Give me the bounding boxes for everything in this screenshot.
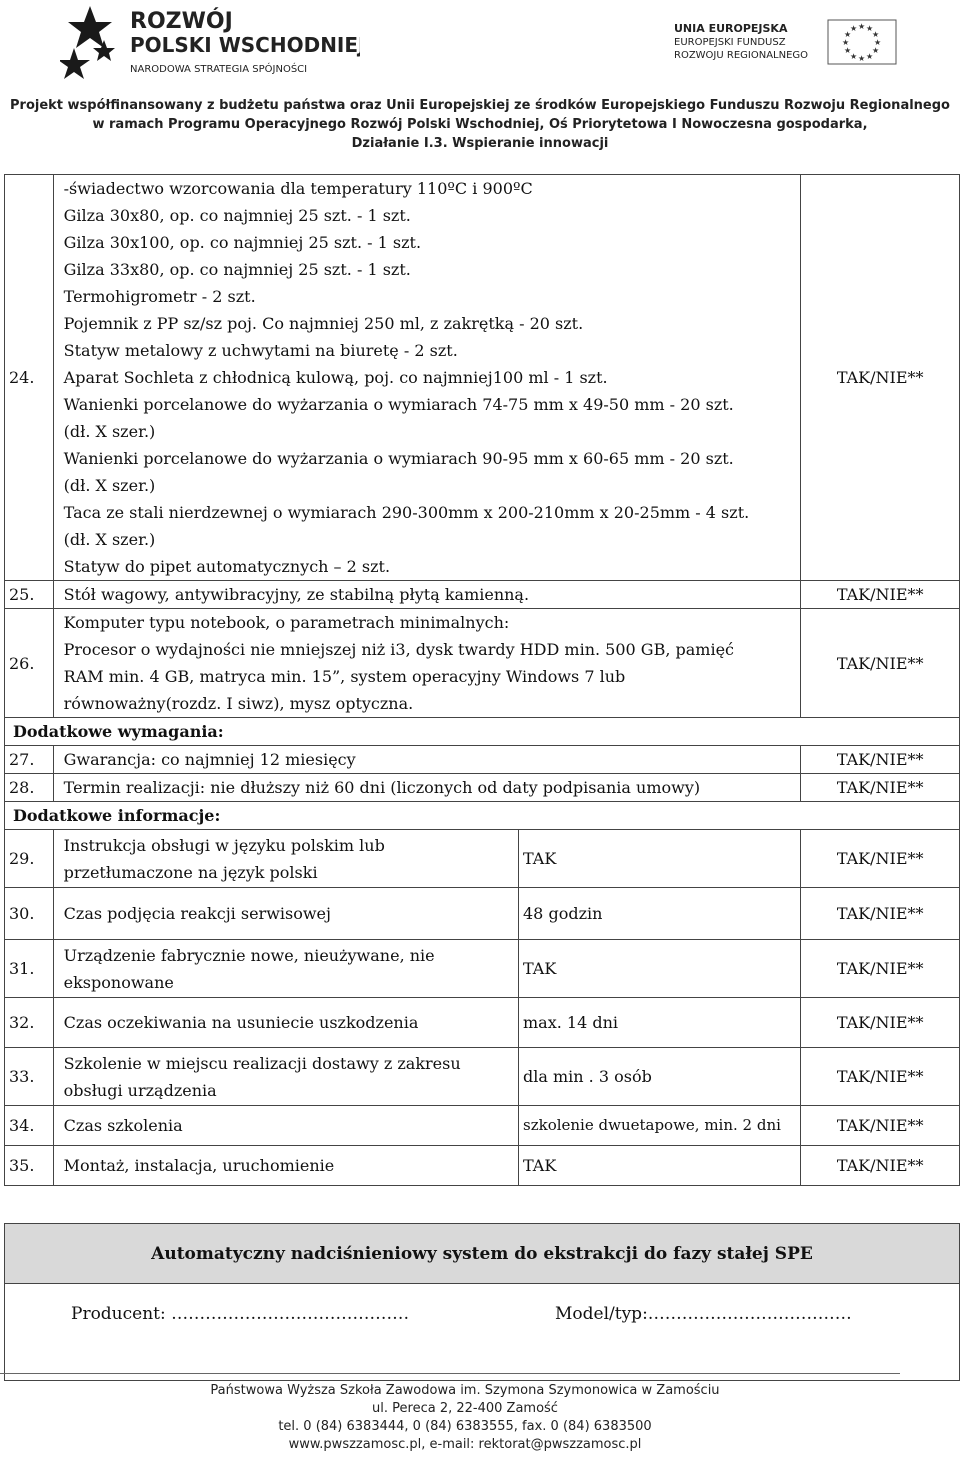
footer-line: Państwowa Wyższa Szkoła Zawodowa im. Szymona Szymonowica w Zamościu <box>210 1383 720 1398</box>
table-row <box>5 830 960 888</box>
table-row <box>5 746 960 774</box>
row-number: 24. <box>5 175 54 581</box>
svg-text:★: ★ <box>874 38 882 47</box>
svg-text:★: ★ <box>858 22 866 31</box>
table-row <box>5 1146 960 1186</box>
row-text: Instrukcja obsługi w języku polskim lub przetłumaczone na język polski <box>53 830 518 888</box>
list-item: Termohigrometr - 2 szt. <box>63 287 256 306</box>
row-number: 26. <box>5 609 54 718</box>
section-heading: Dodatkowe informacje: <box>5 802 960 830</box>
project-line: Projekt współfinansowany z budżetu państwa oraz Unii Europejskiej ze środków Europejskiego Funduszu Rozwoju Regionalnego <box>10 98 950 113</box>
answer-cell: TAK/NIE** <box>801 746 960 774</box>
row-text: Szkolenie w miejscu realizacji dostawy z zakresu obsługi urządzenia <box>53 1048 518 1106</box>
row-number: 25. <box>5 581 54 609</box>
list-item: Wanienki porcelanowe do wyżarzania o wymiarach 90-95 mm x 60-65 mm - 20 szt. <box>63 449 734 468</box>
row-number: 32. <box>5 998 54 1048</box>
row-text: Termin realizacji: nie dłuższy niż 60 dni (liczonych od daty podpisania umowy) <box>53 774 801 802</box>
list-item: (dł. X szer.) <box>63 422 156 441</box>
table-row <box>5 1048 960 1106</box>
answer-cell: TAK/NIE** <box>801 998 960 1048</box>
answer-cell: TAK/NIE** <box>801 1048 960 1106</box>
table-row <box>5 802 960 830</box>
list-item: Aparat Sochleta z chłodnicą kulową, poj. co najmniej100 ml - 1 szt. <box>63 368 608 387</box>
row-value: TAK <box>519 830 801 888</box>
list-item: Komputer typu notebook, o parametrach minimalnych: <box>63 613 510 632</box>
row-items <box>53 175 801 581</box>
eu-flag-icon <box>828 20 896 64</box>
answer-cell: TAK/NIE** <box>801 1146 960 1186</box>
svg-text:★: ★ <box>850 52 858 61</box>
system-title: Automatyczny nadciśnieniowy system do ekstrakcji do fazy stałej SPE <box>5 1224 959 1284</box>
row-number: 29. <box>5 830 54 888</box>
answer-cell: TAK/NIE** <box>801 940 960 998</box>
list-item: Procesor o wydajności nie mniejszej niż i3, dysk twardy HDD min. 500 GB, pamięć <box>63 640 735 659</box>
row-number: 35. <box>5 1146 54 1186</box>
footer <box>0 1382 930 1454</box>
table-row <box>5 175 960 581</box>
row-items <box>53 609 801 718</box>
row-number: 28. <box>5 774 54 802</box>
svg-text:★: ★ <box>844 30 852 39</box>
stars-mark-icon <box>60 6 115 79</box>
footer-line: www.pwszzamosc.pl, e-mail: rektorat@pwszzamosc.pl <box>288 1437 642 1452</box>
svg-text:★: ★ <box>872 30 880 39</box>
answer-cell: TAK/NIE** <box>801 1106 960 1146</box>
table-row <box>5 1106 960 1146</box>
spec-table <box>4 174 960 1186</box>
table-row <box>5 581 960 609</box>
row-value: 48 godzin <box>519 888 801 940</box>
project-line: Działanie I.3. Wspieranie innowacji <box>351 136 609 151</box>
logo-line2: POLSKI WSCHODNIEJ <box>130 33 360 57</box>
list-item: Pojemnik z PP sz/sz poj. Co najmniej 250 ml, z zakrętką - 20 szt. <box>63 314 584 333</box>
table-row <box>5 940 960 998</box>
svg-text:EUROPEJSKI FUNDUSZ: EUROPEJSKI FUNDUSZ <box>674 37 786 48</box>
list-item: równoważny(rozdz. I siwz), mysz optyczna. <box>63 694 414 713</box>
list-item: (dł. X szer.) <box>63 476 156 495</box>
svg-text:★: ★ <box>866 52 874 61</box>
table-row <box>5 609 960 718</box>
svg-text:★: ★ <box>844 46 852 55</box>
row-text: Gwarancja: co najmniej 12 miesięcy <box>53 746 801 774</box>
footer-line: tel. 0 (84) 6383444, 0 (84) 6383555, fax. 0 (84) 6383500 <box>278 1419 652 1434</box>
footer-divider <box>0 1373 900 1374</box>
answer-cell: TAK/NIE** <box>801 581 960 609</box>
rozwoj-polski-wschodniej-logo <box>60 4 360 80</box>
list-item: Statyw do pipet automatycznych – 2 szt. <box>63 557 391 576</box>
list-item: Statyw metalowy z uchwytami na biuretę - 2 szt. <box>63 341 458 360</box>
row-text: Czas oczekiwania na usuniecie uszkodzenia <box>53 998 518 1048</box>
table-row <box>5 774 960 802</box>
list-item: Wanienki porcelanowe do wyżarzania o wymiarach 74-75 mm x 49-50 mm - 20 szt. <box>63 395 734 414</box>
list-item: Gilza 33x80, op. co najmniej 25 szt. - 1 szt. <box>63 260 411 279</box>
model-field: Model/typ:……………………………… <box>555 1304 852 1324</box>
row-text: Urządzenie fabrycznie nowe, nieużywane, nie eksponowane <box>53 940 518 998</box>
row-number: 31. <box>5 940 54 998</box>
row-value: dla min . 3 osób <box>519 1048 801 1106</box>
table-row <box>5 888 960 940</box>
svg-text:★: ★ <box>842 38 850 47</box>
row-value: max. 14 dni <box>519 998 801 1048</box>
unia-europejska-logo <box>670 18 900 68</box>
row-number: 34. <box>5 1106 54 1146</box>
svg-text:★: ★ <box>866 24 874 33</box>
list-item: Gilza 30x100, op. co najmniej 25 szt. - 1 szt. <box>63 233 422 252</box>
svg-text:★: ★ <box>858 54 866 63</box>
list-item: RAM min. 4 GB, matryca min. 15”, system operacyjny Windows 7 lub <box>63 667 626 686</box>
table-row <box>5 998 960 1048</box>
producer-field: Producent: …………………………………… <box>71 1304 410 1324</box>
row-text: Stół wagowy, antywibracyjny, ze stabilną płytą kamienną. <box>53 581 801 609</box>
section-heading: Dodatkowe wymagania: <box>5 718 960 746</box>
row-number: 30. <box>5 888 54 940</box>
answer-cell: TAK/NIE** <box>801 175 960 581</box>
answer-cell: TAK/NIE** <box>801 888 960 940</box>
list-item: (dł. X szer.) <box>63 530 156 549</box>
system-box <box>4 1223 960 1381</box>
row-number: 33. <box>5 1048 54 1106</box>
row-value: TAK <box>519 1146 801 1186</box>
row-text: Czas podjęcia reakcji serwisowej <box>53 888 518 940</box>
svg-text:★: ★ <box>850 24 858 33</box>
svg-text:★: ★ <box>872 46 880 55</box>
logo-line3: NARODOWA STRATEGIA SPÓJNOŚCI <box>130 64 308 75</box>
list-item: -świadectwo wzorcowania dla temperatury 110ºC i 900ºC <box>63 179 533 198</box>
row-text: Czas szkolenia <box>53 1106 518 1146</box>
footer-line: ul. Pereca 2, 22-400 Zamość <box>372 1401 558 1416</box>
table-row <box>5 718 960 746</box>
project-line: w ramach Programu Operacyjnego Rozwój Polski Wschodniej, Oś Priorytetowa I Nowoczesna gospodarka, <box>92 117 868 132</box>
row-text: Montaż, instalacja, uruchomienie <box>53 1146 518 1186</box>
row-number: 27. <box>5 746 54 774</box>
answer-cell: TAK/NIE** <box>801 830 960 888</box>
list-item: Taca ze stali nierdzewnej o wymiarach 290-300mm x 200-210mm x 20-25mm - 4 szt. <box>63 503 750 522</box>
svg-text:UNIA EUROPEJSKA: UNIA EUROPEJSKA <box>674 22 788 35</box>
answer-cell: TAK/NIE** <box>801 609 960 718</box>
svg-text:ROZWOJU REGIONALNEGO: ROZWOJU REGIONALNEGO <box>674 50 809 61</box>
logo-line1: ROZWÓJ <box>130 9 233 34</box>
row-value: TAK <box>519 940 801 998</box>
project-info <box>0 96 960 153</box>
row-value: szkolenie dwuetapowe, min. 2 dni <box>519 1106 801 1146</box>
list-item: Gilza 30x80, op. co najmniej 25 szt. - 1 szt. <box>63 206 411 225</box>
answer-cell: TAK/NIE** <box>801 774 960 802</box>
